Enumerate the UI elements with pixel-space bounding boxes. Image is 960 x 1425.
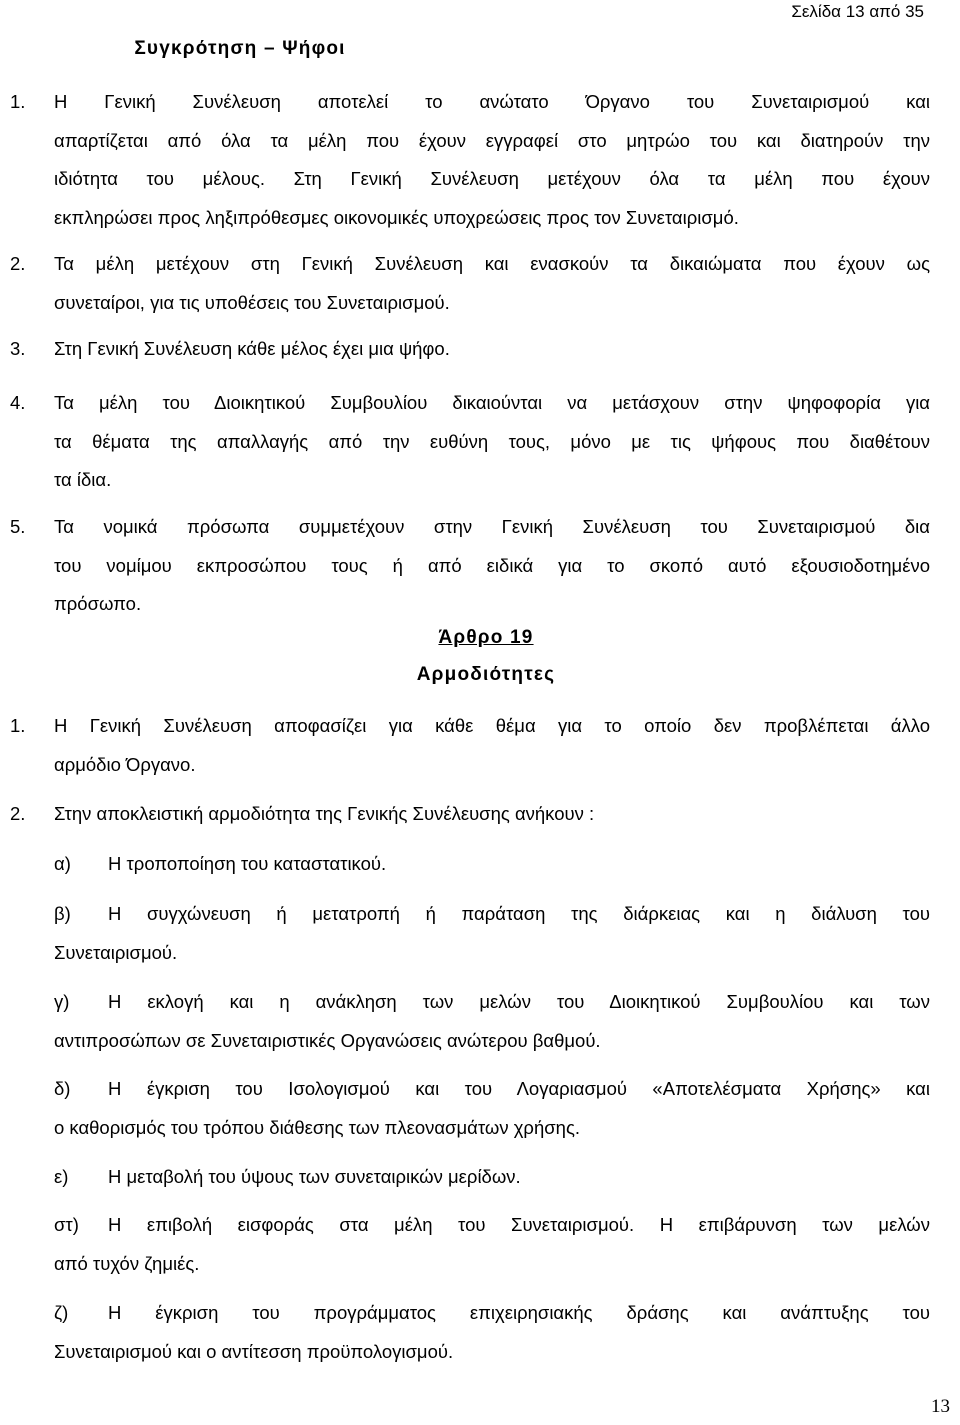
text-line: Η Γενική Συνέλευση αποτελεί το ανώτατο Όργανο του Συνεταιρισμού και (54, 91, 930, 112)
page-header: Σελίδα 13 από 35 (791, 2, 924, 21)
text-line: Στη Γενική Συνέλευση κάθε μέλος έχει μια ψήφο. (54, 338, 450, 359)
item-number: 2. (10, 253, 26, 274)
sub-item (54, 1158, 930, 1197)
sub-item (54, 1294, 930, 1371)
list-item (10, 245, 930, 322)
text-line: Στην αποκλειστική αρμοδιότητα της Γενικής Συνέλευσης ανήκουν : (54, 803, 595, 824)
text-line: Η μεταβολή του ύψους των συνεταιρικών μερίδων. (108, 1166, 521, 1187)
text-line: Συνεταιρισμού. (54, 941, 178, 963)
article-title: Άρθρο 19 (438, 627, 534, 648)
item-number: 4. (10, 392, 26, 413)
text-line: τα ίδια. (54, 469, 112, 490)
text-line: Η έγκριση του Ισολογισμού και του Λογαριασμού «Αποτελέσματα Χρήσης» και (108, 1078, 930, 1099)
section-title: Συγκρότηση – Ψήφοι (134, 38, 346, 59)
sub-item-label: ε) (54, 1166, 69, 1187)
text-line: Η συγχώνευση ή μετατροπή ή παράταση της διάρκειας και η διάλυση του (108, 903, 930, 924)
text-line: Η επιβολή εισφοράς στα μέλη του Συνεταιρισμού. Η επιβάρυνση των μελών (108, 1214, 930, 1235)
sub-item (54, 1206, 930, 1283)
text-line: αρμόδιο Όργανο. (54, 753, 196, 775)
sub-item (54, 983, 930, 1060)
list-item (10, 384, 930, 500)
sub-item-label: δ) (54, 1078, 71, 1099)
sub-item (54, 1070, 930, 1147)
text-line: του νομίμου εκπροσώπου τους ή από ειδικά για το σκοπό αυτό εξουσιοδοτημένο (54, 554, 930, 576)
list-item (10, 795, 930, 834)
item-number: 3. (10, 338, 26, 359)
text-line: αντιπροσώπων σε Συνεταιριστικές Οργανώσεις ανώτερου βαθμού. (54, 1029, 601, 1051)
text-line: ιδιότητα του μέλους. Στη Γενική Συνέλευση μετέχουν όλα τα μέλη που έχουν (54, 168, 930, 189)
sub-item-label: β) (54, 903, 71, 924)
text-line: Η έγκριση του προγράμματος επιχειρησιακής δράσης και ανάπτυξης του (108, 1302, 930, 1323)
text-line: απαρτίζεται από όλα τα μέλη που έχουν εγγραφεί στο μητρώο του και διατηρούν την (54, 129, 930, 151)
text-line: Τα μέλη μετέχουν στη Γενική Συνέλευση και ενασκούν τα δικαιώματα που έχουν ως (54, 253, 930, 274)
text-line: τα θέματα της απαλλαγής από την ευθύνη τους, μόνο με τις ψήφους που διαθέτουν (54, 430, 930, 452)
item-number: 1. (10, 715, 26, 736)
article-subtitle: Αρμοδιότητες (416, 664, 556, 685)
text-line: πρόσωπο. (54, 593, 142, 614)
text-line: Τα νομικά πρόσωπα συμμετέχουν στην Γενική Συνέλευση του Συνεταιρισμού δια (54, 516, 930, 537)
list-item (10, 330, 930, 369)
text-line: Η Γενική Συνέλευση αποφασίζει για κάθε θέμα για το οποίο δεν προβλέπεται άλλο (54, 715, 930, 736)
text-line: Συνεταιρισμού και ο αντίτεσση προϋπολογισμού. (54, 1340, 454, 1362)
text-line: συνεταίροι, για τις υποθέσεις του Συνεταιρισμού. (54, 291, 450, 313)
text-line: από τυχόν ζημιές. (54, 1252, 200, 1274)
sub-item-label: ζ) (54, 1302, 69, 1323)
list-item (10, 83, 930, 237)
text-line: Η εκλογή και η ανάκληση των μελών του Διοικητικού Συμβουλίου και των (108, 991, 930, 1012)
sub-item (54, 895, 930, 972)
text-line: εκπληρώσει προς ληξιπρόθεσμες οικονομικές υποχρεώσεις προς τον Συνεταιρισμό. (54, 206, 739, 228)
page-number: 13 (931, 1396, 950, 1417)
text-line: ο καθορισμός του τρόπου διάθεσης των πλεονασμάτων χρήσης. (54, 1116, 580, 1138)
sub-item-label: στ) (54, 1214, 79, 1235)
text-line: Η τροποποίηση του καταστατικού. (108, 853, 387, 874)
list-item (10, 707, 930, 784)
sub-item-label: γ) (54, 991, 70, 1012)
sub-item-label: α) (54, 853, 71, 874)
item-number: 5. (10, 516, 26, 537)
list-item (10, 508, 930, 624)
item-number: 1. (10, 91, 26, 112)
item-number: 2. (10, 803, 26, 824)
sub-item (54, 845, 930, 884)
text-line: Τα μέλη του Διοικητικού Συμβουλίου δικαιούνται να μετάσχουν στην ψηφοφορία για (54, 392, 930, 413)
